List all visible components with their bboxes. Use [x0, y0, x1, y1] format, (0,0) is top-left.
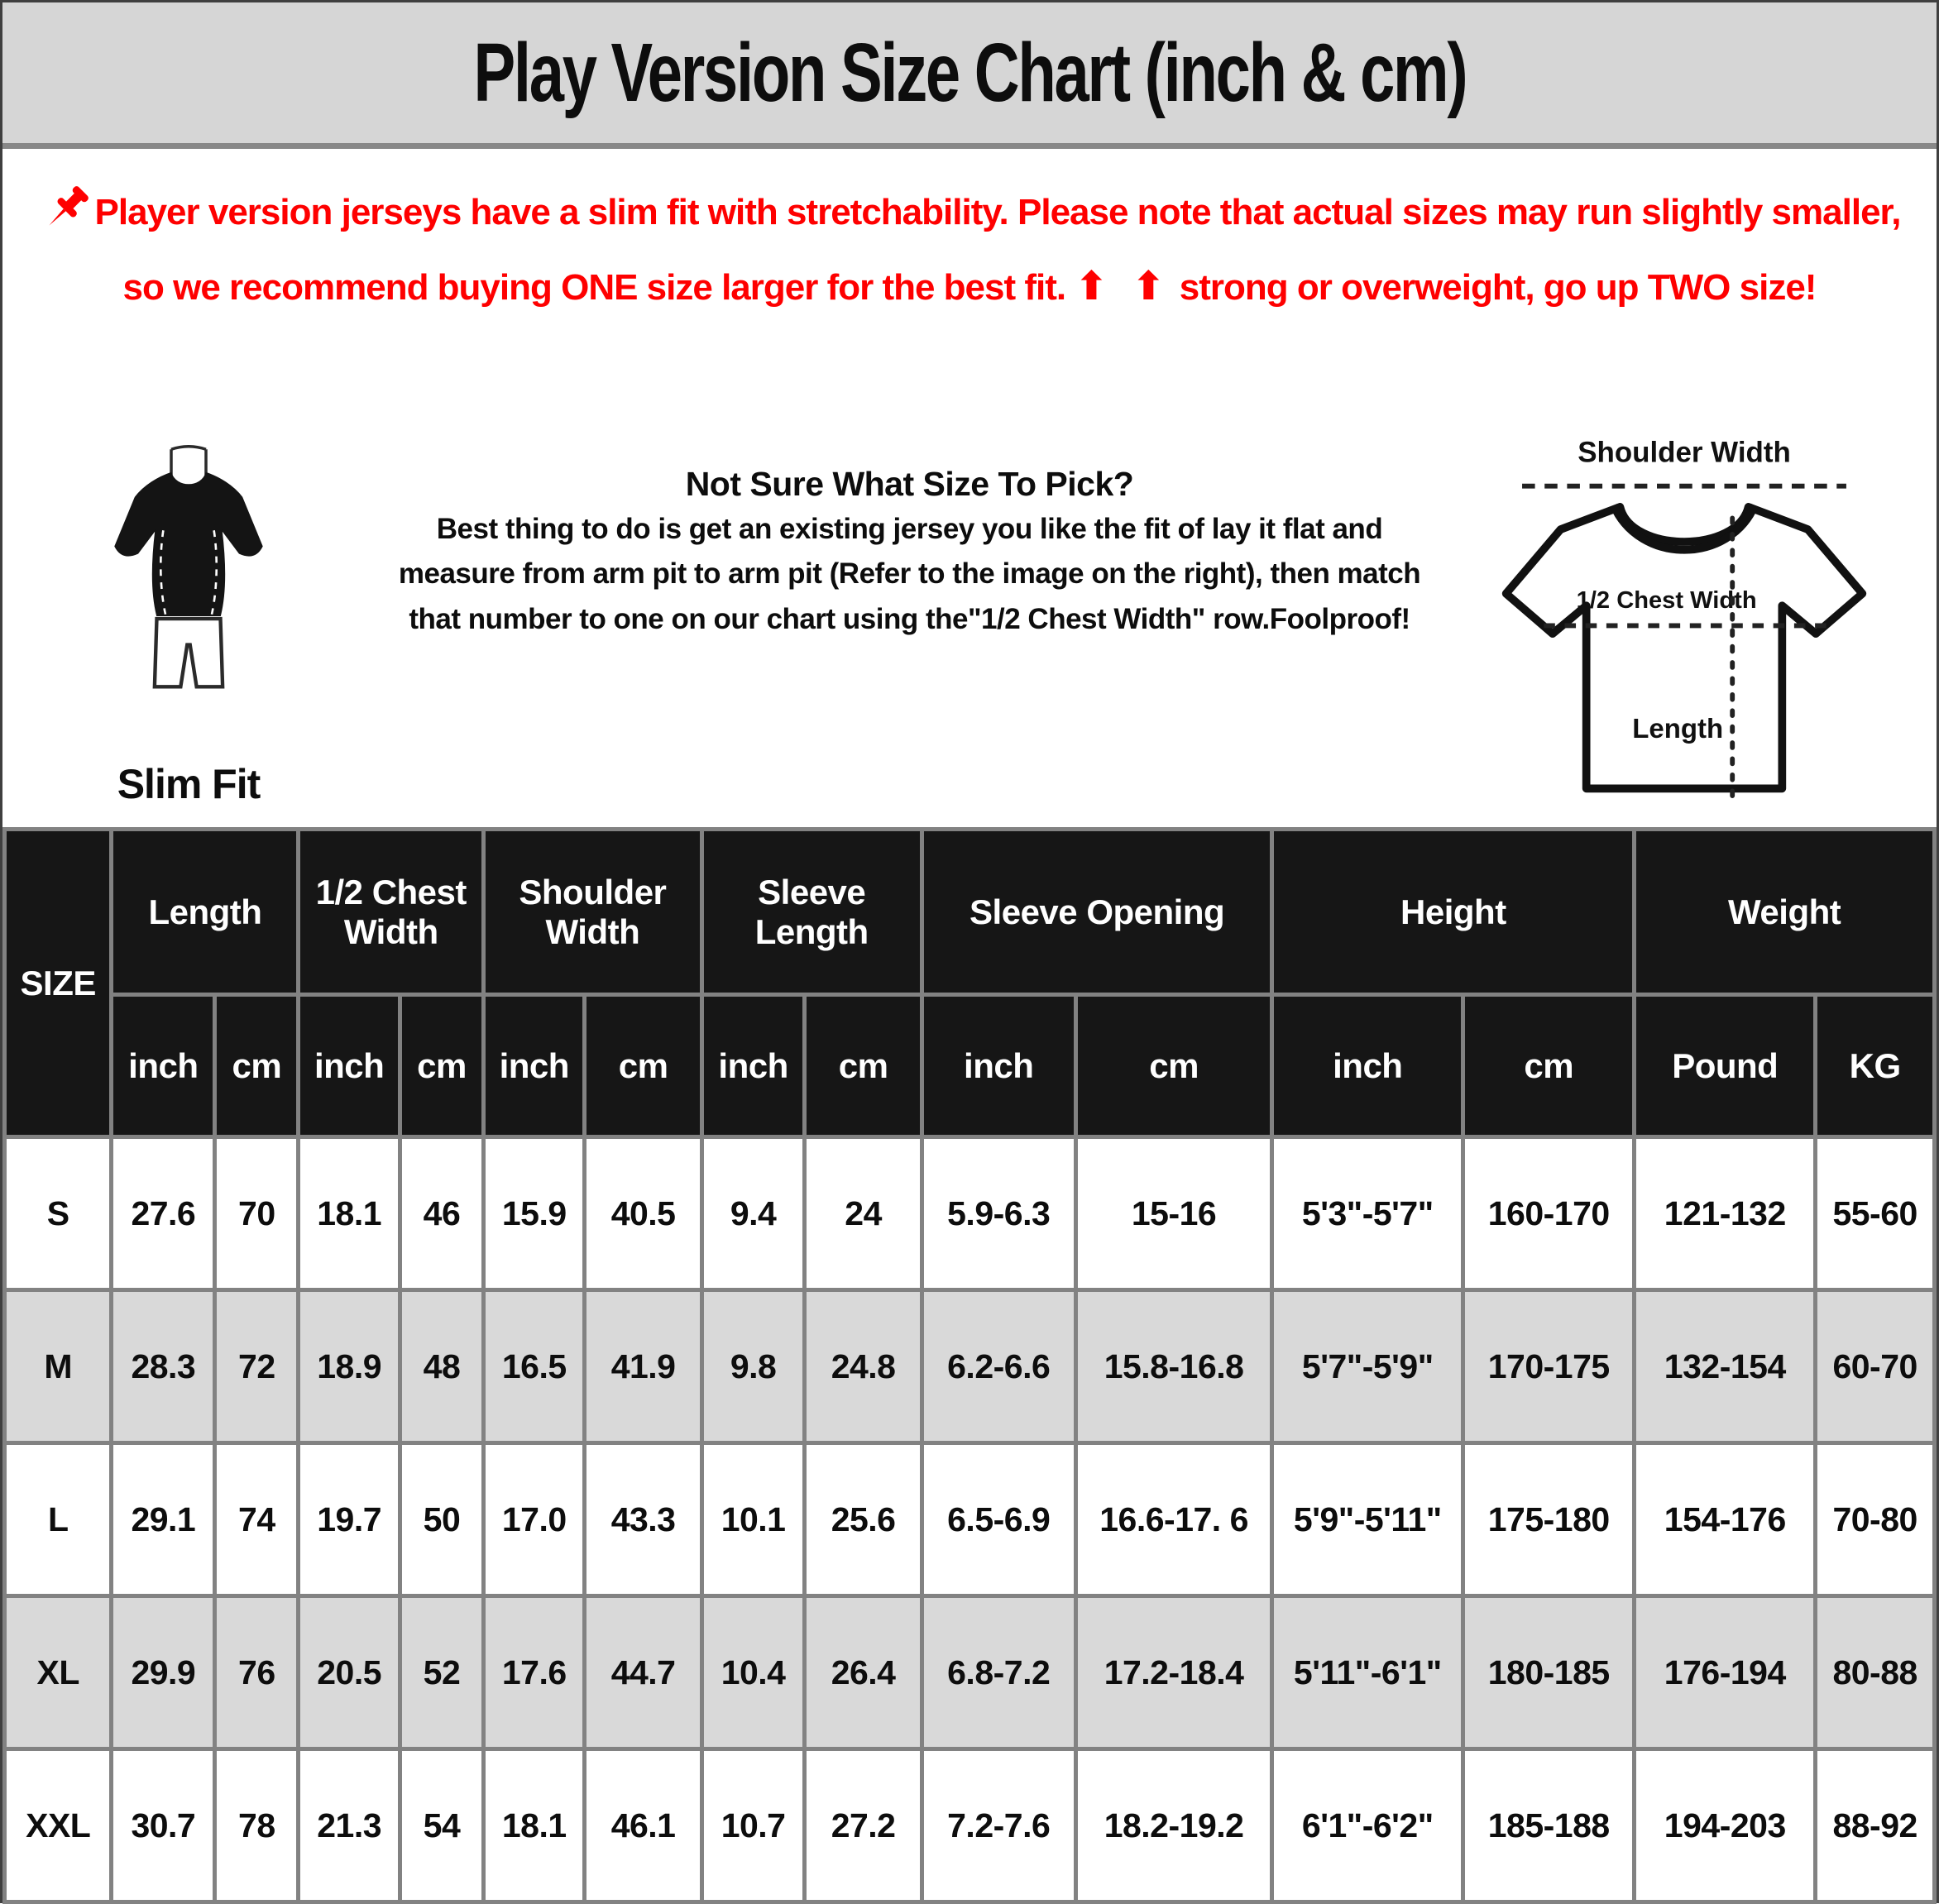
- value-cell: 170-175: [1463, 1290, 1635, 1443]
- value-cell: 5.9-6.3: [922, 1137, 1075, 1290]
- measure-diagram: [1453, 417, 1928, 827]
- value-cell: 24.8: [805, 1290, 922, 1443]
- size-table-body: [5, 1137, 1935, 1902]
- value-cell: 29.1: [112, 1443, 215, 1596]
- value-cell: 10.7: [701, 1749, 805, 1902]
- value-cell: 180-185: [1463, 1596, 1635, 1749]
- value-cell: 78: [215, 1749, 299, 1902]
- value-cell: 6'1"-6'2": [1272, 1749, 1463, 1902]
- table-row: [5, 1596, 1935, 1749]
- value-cell: 132-154: [1635, 1290, 1816, 1443]
- value-cell: 28.3: [112, 1290, 215, 1443]
- slim-fit-figure: [11, 417, 366, 827]
- up-arrows-icon: ⬆ ⬆: [1075, 262, 1171, 309]
- value-cell: 44.7: [585, 1596, 701, 1749]
- table-row: [5, 1749, 1935, 1902]
- value-cell: 40.5: [585, 1137, 701, 1290]
- value-cell: 55-60: [1816, 1137, 1935, 1290]
- value-cell: 27.6: [112, 1137, 215, 1290]
- value-cell: 76: [215, 1596, 299, 1749]
- value-cell: 27.2: [805, 1749, 922, 1902]
- column-group-header: Shoulder Width: [484, 830, 702, 995]
- size-cell: XXL: [5, 1749, 112, 1902]
- unit-header: inch: [701, 995, 805, 1137]
- value-cell: 20.5: [299, 1596, 400, 1749]
- size-cell: S: [5, 1137, 112, 1290]
- value-cell: 48: [400, 1290, 483, 1443]
- value-cell: 16.5: [484, 1290, 585, 1443]
- value-cell: 16.6-17. 6: [1075, 1443, 1272, 1596]
- table-row: [5, 1443, 1935, 1596]
- value-cell: 5'11"-6'1": [1272, 1596, 1463, 1749]
- value-cell: 41.9: [585, 1290, 701, 1443]
- value-cell: 10.4: [701, 1596, 805, 1749]
- value-cell: 88-92: [1816, 1749, 1935, 1902]
- size-help-heading: Not Sure What Size To Pick?: [685, 465, 1134, 503]
- slim-fit-label: Slim Fit: [117, 761, 261, 807]
- value-cell: 15-16: [1075, 1137, 1272, 1290]
- value-cell: 5'9"-5'11": [1272, 1443, 1463, 1596]
- value-cell: 52: [400, 1596, 483, 1749]
- value-cell: 72: [215, 1290, 299, 1443]
- column-group-header: Length: [112, 830, 299, 995]
- info-band: [2, 414, 1937, 827]
- column-group-header: Sleeve Opening: [922, 830, 1272, 995]
- unit-header: cm: [805, 995, 922, 1137]
- size-help: [366, 417, 1453, 827]
- value-cell: 26.4: [805, 1596, 922, 1749]
- value-cell: 121-132: [1635, 1137, 1816, 1290]
- value-cell: 74: [215, 1443, 299, 1596]
- unit-header: inch: [1272, 995, 1463, 1137]
- value-cell: 70: [215, 1137, 299, 1290]
- title-bar: [2, 2, 1937, 149]
- size-cell: M: [5, 1290, 112, 1443]
- value-cell: 19.7: [299, 1443, 400, 1596]
- value-cell: 24: [805, 1137, 922, 1290]
- value-cell: 50: [400, 1443, 483, 1596]
- value-cell: 175-180: [1463, 1443, 1635, 1596]
- column-group-header: Sleeve Length: [701, 830, 922, 995]
- unit-header: inch: [922, 995, 1075, 1137]
- chest-width-label: 1/2 Chest Width: [1576, 587, 1757, 615]
- unit-header: cm: [400, 995, 483, 1137]
- unit-header: inch: [299, 995, 400, 1137]
- value-cell: 7.2-7.6: [922, 1749, 1075, 1902]
- unit-header: cm: [1075, 995, 1272, 1137]
- unit-header: inch: [484, 995, 585, 1137]
- tshirt-diagram-icon: [1453, 423, 1916, 825]
- size-table: [2, 827, 1937, 1904]
- page-title: Play Version Size Chart (inch & cm): [473, 26, 1466, 119]
- notice-text-tail: strong or overweight, go up TWO size!: [1179, 266, 1817, 308]
- value-cell: 30.7: [112, 1749, 215, 1902]
- value-cell: 160-170: [1463, 1137, 1635, 1290]
- pushpin-icon: [39, 181, 93, 236]
- unit-header: Pound: [1635, 995, 1816, 1137]
- value-cell: 46: [400, 1137, 483, 1290]
- value-cell: 154-176: [1635, 1443, 1816, 1596]
- size-cell: L: [5, 1443, 112, 1596]
- value-cell: 10.1: [701, 1443, 805, 1596]
- value-cell: 21.3: [299, 1749, 400, 1902]
- unit-header: cm: [585, 995, 701, 1137]
- value-cell: 80-88: [1816, 1596, 1935, 1749]
- value-cell: 176-194: [1635, 1596, 1816, 1749]
- value-cell: 185-188: [1463, 1749, 1635, 1902]
- notice-text: Player version jerseys have a slim fit with stretchability. Please note that actual sizes may run slightly smaller, so we recommend buying ONE size larger for the best fit.: [94, 192, 1901, 308]
- value-cell: 5'7"-5'9": [1272, 1290, 1463, 1443]
- value-cell: 17.0: [484, 1443, 585, 1596]
- value-cell: 70-80: [1816, 1443, 1935, 1596]
- size-help-body: Best thing to do is get an existing jersey you like the fit of lay it flat and measure from arm pit to arm pit (Refer to the image on the right), then match that number to one on our chart using the"1/2 Chest Width" row.Foolproof!: [398, 513, 1421, 635]
- shoulder-width-label: Shoulder Width: [1578, 436, 1791, 469]
- table-row: [5, 1290, 1935, 1443]
- size-cell: XL: [5, 1596, 112, 1749]
- value-cell: 6.2-6.6: [922, 1290, 1075, 1443]
- value-cell: 194-203: [1635, 1749, 1816, 1902]
- column-group-header: 1/2 Chest Width: [299, 830, 484, 995]
- value-cell: 15.8-16.8: [1075, 1290, 1272, 1443]
- value-cell: 18.1: [299, 1137, 400, 1290]
- value-cell: 6.5-6.9: [922, 1443, 1075, 1596]
- slim-fit-illustration-icon: [65, 445, 313, 739]
- value-cell: 43.3: [585, 1443, 701, 1596]
- column-group-header: Height: [1272, 830, 1635, 995]
- value-cell: 17.2-18.4: [1075, 1596, 1272, 1749]
- value-cell: 6.8-7.2: [922, 1596, 1075, 1749]
- value-cell: 18.1: [484, 1749, 585, 1902]
- unit-header: KG: [1816, 995, 1935, 1137]
- table-row: [5, 1137, 1935, 1290]
- value-cell: 17.6: [484, 1596, 585, 1749]
- column-group-header: Weight: [1635, 830, 1935, 995]
- value-cell: 9.4: [701, 1137, 805, 1290]
- value-cell: 18.2-19.2: [1075, 1749, 1272, 1902]
- value-cell: 60-70: [1816, 1290, 1935, 1443]
- length-label: Length: [1632, 713, 1724, 744]
- notice-banner: [2, 149, 1937, 414]
- value-cell: 9.8: [701, 1290, 805, 1443]
- value-cell: 46.1: [585, 1749, 701, 1902]
- size-table-header: [5, 830, 1935, 1137]
- value-cell: 18.9: [299, 1290, 400, 1443]
- table-header-size: SIZE: [5, 830, 112, 1137]
- unit-header: inch: [112, 995, 215, 1137]
- unit-header: cm: [1463, 995, 1635, 1137]
- value-cell: 29.9: [112, 1596, 215, 1749]
- unit-header: cm: [215, 995, 299, 1137]
- value-cell: 25.6: [805, 1443, 922, 1596]
- value-cell: 5'3"-5'7": [1272, 1137, 1463, 1290]
- value-cell: 54: [400, 1749, 483, 1902]
- value-cell: 15.9: [484, 1137, 585, 1290]
